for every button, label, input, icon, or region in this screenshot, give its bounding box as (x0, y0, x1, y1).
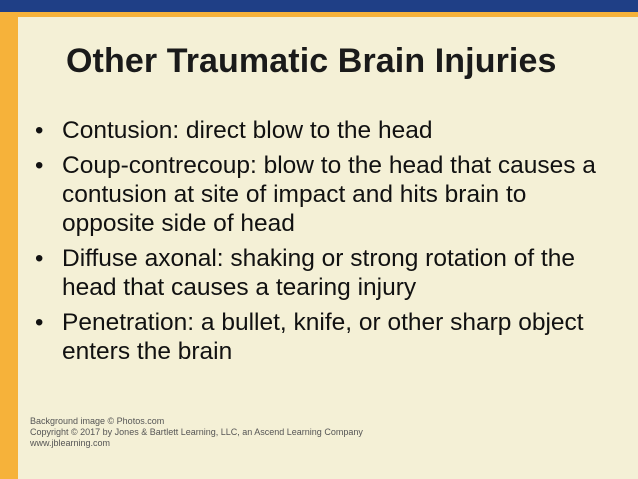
website-url: www.jblearning.com (30, 438, 111, 448)
bullet-item (30, 244, 610, 302)
bullet-text: Penetration: a bullet, knife, or other sharp object enters the brain (62, 309, 584, 365)
bullet-text: Contusion: direct blow to the head (62, 117, 433, 144)
bullet-item (30, 151, 610, 238)
bullet-dot-icon: • (35, 117, 44, 144)
slide-title: Other Traumatic Brain Injuries (66, 42, 557, 80)
bullet-text: Diffuse axonal: shaking or strong rotation of the head that causes a tearing injury (62, 245, 575, 301)
background-image-credit: Background image © Photos.com (30, 416, 165, 426)
bullet-dot-icon: • (35, 152, 44, 179)
bullet-dot-icon: • (35, 309, 44, 336)
bullet-item (30, 116, 610, 145)
copyright-line: Copyright © 2017 by Jones & Bartlett Learning, LLC, an Ascend Learning Company (30, 427, 363, 437)
bullet-text: Coup-contrecoup: blow to the head that causes a contusion at site of impact and hits brain to opposite side of head (62, 152, 596, 237)
bullet-dot-icon: • (35, 245, 44, 272)
copyright-credits (30, 416, 363, 449)
top-blue-band (0, 0, 638, 12)
bullet-list (30, 116, 610, 372)
bullet-item (30, 308, 610, 366)
